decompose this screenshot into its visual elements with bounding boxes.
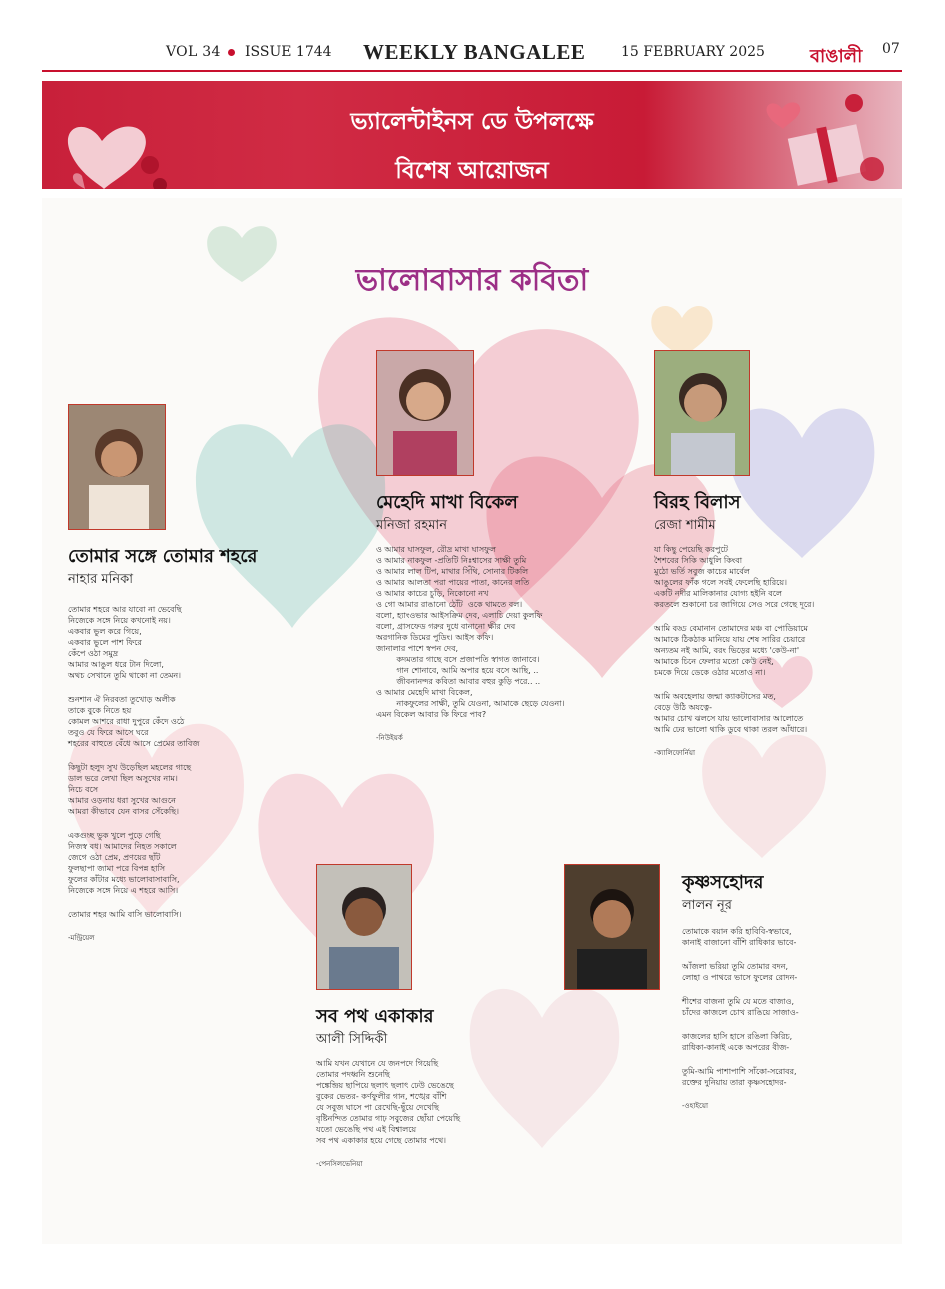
rose-icon [153,178,167,189]
heart-icon [73,173,85,189]
poem-line: যতো ভেঙেছি পথ এই বিশ্বালয়ে [316,1125,417,1134]
poem-place: -নিউইয়র্ক [376,734,403,742]
poem-line: জেগে ওঠা প্রেম, প্রণয়ের ছাঁট [68,853,161,862]
stanza-break [376,720,564,733]
stanza-break [68,749,200,762]
stanza-break [68,681,200,694]
publication-logo [806,38,876,68]
heart-icon [196,424,385,628]
poem-author: আলী সিদ্দিকী [316,1032,388,1047]
poem-line: তাকে বুকে নিতে হয় [68,706,132,715]
poem-title: কৃষ্ণসহোদর [682,872,764,893]
poem-line: তোমার পদধ্বনি শুনেছি [316,1070,390,1079]
poem-line: লোহা ও পাথরে ভাসে ফুলের রোদন- [682,973,798,982]
stanza-break [682,1088,799,1101]
portrait-photo-icon [655,351,749,475]
stanza-break [654,735,814,748]
portrait-photo-icon [377,351,473,475]
poem-line: করতলে শুকানো চর জাগিয়ে সেও সরে গেছে দূরে। [654,600,815,609]
poem-line: বলো, হ্যাংওভার আইসক্রিম দেব, এলাচি দেয়া কুলফি [376,611,543,620]
poem-line: আমার আঙুল ধরে টান দিলো, [68,660,164,669]
stanza-break [682,983,799,996]
poem-poster [42,198,902,1244]
volume-label: VOL 34 [166,44,221,60]
poem-line: বৃষ্টিনন্দিত তোমার গাঢ় সবুজের ছোঁয়া পেয়েছি [316,1114,461,1123]
banner-line-1: ভ্যালেন্টাইনস ডে উপলক্ষে [350,109,594,135]
poem-line: চাঁদের কাজলে চোখ রাঙিয়ে সাজাও- [682,1008,799,1017]
poem-line: আমরা কীভাবে যেন বাসর সেঁকেছি। [68,807,179,816]
poem-line: একটি নদীর মালিকানার যোগ্য হইনি বলে [654,589,782,598]
poem-body [654,544,814,759]
poem-line: গান শোনাবে, আমি অপার হয়ে বসে আছি, .. [376,666,539,675]
poem-line: আমি ঢের ভালো থাকি ডুবে থাকা তরল আঁধারে। [654,725,808,734]
issue-date: 15 FEBRUARY 2025 [621,44,765,60]
poem-place: -ক্যালিফোর্নিয়া [654,749,695,757]
poem-line: যা কিছু পেয়েছি করপুটে [654,545,729,554]
poem-line: শুনশান ঐ নিরবতা তুখোড় অলীক [68,695,176,704]
portrait-photo-icon [317,865,411,989]
poem-line: মুঠো ভর্তি সবুজ কাচের মার্বেল [654,567,750,576]
poem-line: ও আমার মেহেদি মাখা বিকেল, [376,688,473,697]
poem-line: এমন বিকেল আবার কি ফিরে পাব? [376,710,487,719]
poem-line: বেড়ে উঠি অযত্নে- [654,703,713,712]
ribbon-bow-icon [860,157,884,181]
logo-text: বাঙালী [810,46,863,67]
poem-title: তোমার সঙ্গে তোমার শহরে [68,546,258,567]
portrait-photo-icon [69,405,165,529]
rose-icon [141,156,159,174]
heart-icon [767,102,801,129]
poem-line: অন্যতম নই আমি, বরং ভিড়ের মধ্যে 'কেউ-না' [654,646,800,655]
poem-line: তোমাকে বয়ান করি হাবিবি-স্বভাবে, [682,927,792,936]
stanza-break [68,920,200,933]
poem-line: ও আমার আলতা পরা পায়ের পাতা, কানের লতি [376,578,530,587]
poem-place: -ওহাইয়ো [682,1102,708,1110]
stanza-break [68,896,200,909]
poem-author: রেজা শামীম [654,518,716,533]
heart-icon [470,989,620,1148]
poem-line: তোমার শহরে আর যাবো না ভেবেছি [68,605,182,614]
stanza-break [654,610,814,623]
poem-line: অরগানিক ডিমের পুডিং। আইস কফি। [376,633,494,642]
poem-body [316,1058,460,1170]
poem-author: নাহার মনিকা [68,572,133,587]
poem-body [682,926,799,1112]
portrait-photo-icon [565,865,659,989]
poem-author: মনিজা রহমান [376,518,447,533]
issue-label: ISSUE 1744 [245,44,332,60]
poem-line: ও আমার নাকফুল -প্রতিটি নিঃশ্বাসের সাক্ষী তুমি [376,556,527,565]
heart-icon [728,409,874,558]
valentine-banner [42,81,902,189]
poem-title: বিরহ বিলাস [654,492,741,513]
poem-title: সব পথ একাকার [316,1006,434,1027]
poem-line: জানালার পাশে স্বপন দেব, [376,644,459,653]
poem-line: চমকে দিয়ে ডেকে ওঠার মতোও না। [654,668,766,677]
page-number: 07 [882,41,900,57]
poem-line: অথচ সেখানে তুমি থাকো না তেমন। [68,671,182,680]
poem-line: আমি বড্ড বেমানান তোমাদের মঞ্চ বা পোডিয়ামে [654,624,808,633]
poem-author: লালন নূর [682,898,732,913]
section-title: ভালোবাসার কবিতা [355,263,589,298]
stanza-break [316,1146,460,1159]
poem-line: বলো, গ্রাসফেড গরুর দুধে বানানো ক্ষীর দেব [376,622,516,631]
stanza-break [682,948,799,961]
poem-line: ও আমার কাচের চুড়ি, নিকোনো নখ [376,589,489,598]
poem-line: নিজেকে সঙ্গে নিয়ে কখনোই নয়। [68,616,171,625]
poem-line: শহরের বাহুতে বেঁধে আসে প্রেমের তাবিজ [68,739,200,748]
poem-line: জীবনানন্দর কবিতা আবার বহুর কুড়ি পরে.. .. [376,677,541,686]
poem-line: নিজেকে সঙ্গে নিয়ে এ শহরে আসি। [68,886,179,895]
poem-body [376,544,564,744]
poem-line: কদমতার গাছে বসে প্রজাপতি স্বাগত জানাবে। [376,655,540,664]
poem-line: রাধিকা-কানাই একে অপরের বীজ- [682,1043,790,1052]
poem-line: যে সবুজ ঘাসে পা রেখেছি-ছুঁয়ে দেখেছি [316,1103,439,1112]
poem-line: কোমল আশরে রাধা দুপুরে কেঁদে ওঠে [68,717,185,726]
poem-line: আমাকে ঠিকঠাক মানিয়ে যায় শেষ সারির চেয়ারে [654,635,806,644]
poem-line: কানাই বাজানো বাঁশি রাধিকার ভাবে- [682,938,797,947]
poet-photo-ali-siddiqui [316,864,412,990]
stanza-break [654,678,814,691]
poet-photo-nahar-monika [68,404,166,530]
rose-icon [845,94,863,112]
poem-title: মেহেদি মাখা বিকেল [376,492,518,513]
masthead [0,0,945,78]
poem-line: একবার ভুল করে গিয়ে, [68,627,142,636]
poem-line: শীশের বাজনা তুমি যে মতে বাজাও, [682,997,795,1006]
poem-line: আমার ওড়নায় ধরা সুখের আগুনে [68,796,176,805]
poem-line: শৈশবের সিকি আধুলি কিংবা [654,556,743,565]
poem-line: কেঁপে ওঠা সমুদ্র [68,649,119,658]
poem-line: তুমি-আমি পাশাপাশি সাঁকো-সরোবর, [682,1067,797,1076]
poem-line: ফুলছাপা জামা পরে বিপন্ন হাসি [68,864,166,873]
poem-line: কিছুটা হলুদ সুখ উড়েছিল মহলের গাছে [68,763,192,772]
poem-line: আমি অবহেলায় জন্মা ক্যাকটাসের মত, [654,692,776,701]
poem-line: তবুও যে ফিরে আসে ঘরে [68,728,149,737]
poet-photo-lalon-nur [564,864,660,990]
poem-line: ডাল ভরে লেখা ছিল অসুখের নাম। [68,774,178,783]
poem-line: পঙ্কেন্দ্রিয় ছাপিয়ে ছলাৎ ছলাৎ ঢেউ ভেঙেছে [316,1081,454,1090]
poem-line: আমি যখন যেখানে যে জনপদে গিয়েছি [316,1059,439,1068]
poem-line: ও গো আমার রাঙানো ঠোঁট ওকে থামতে বল। [376,600,523,609]
poem-line: কাজলের হাসি হাসে রঙিলা কিরিচ, [682,1032,793,1041]
publication-name: WEEKLY BANGALEE [363,40,586,64]
poem-line: একগুচ্ছ ভুক খুলে পুড়ে গেছি [68,831,161,840]
poem-line: নিজস্ব বধ। আমাদের নিহত সকালে [68,842,177,851]
poem-line: ও আমার লাল টিপ, মাথার সিঁথি, সোনার টিকলি [376,567,529,576]
stanza-break [68,817,200,830]
bullet-dot-icon [228,49,235,56]
stanza-break [682,1053,799,1066]
poem-place: -মন্ট্রিয়েল [68,934,95,942]
poem-body [68,604,200,944]
banner-line-2: বিশেষ আয়োজন [395,158,549,184]
poem-line: তোমার শহর আমি বাসি ভালোবাসি। [68,910,182,919]
poem-line: নিচে বসে [68,785,99,794]
poem-line: বুকের ভেতর- কর্ণফুলীর গান, শঙ্খের বাঁশি [316,1092,447,1101]
poem-line: আমার চোখ ঝলসে যায় ভালোবাসার আলোতে [654,714,804,723]
poem-place: -পেনসিলভেনিয়া [316,1160,363,1168]
poem-line: আমাকে চিনে ফেলার মতো কেউ নেই, [654,657,774,666]
poem-line: একবার ভুলে পাশ ফিরে [68,638,142,647]
poem-line: ও আমার ঘাসফুল, রৌদ্র মাখা ঘাসফুল [376,545,496,554]
poem-line: আঁজলা ভরিয়া তুমি তোমার বদন, [682,962,789,971]
poet-photo-monija-rahman [376,350,474,476]
header-rule [42,70,902,72]
poem-line: আঙুলের ফাঁক গলে সবই ফেলেছি হারিয়ে। [654,578,787,587]
poet-photo-reza-shamim [654,350,750,476]
poem-line: ফুলের কাঁটার মধ্যে ভালোবাসাবাসি, [68,875,180,884]
poem-line: সব পথ একাকার হয়ে গেছে তোমার পথে। [316,1136,447,1145]
poem-line: রক্তের দুনিয়ায় তারা কৃষ্ণসহোদর- [682,1078,787,1087]
poem-line: নাকফুলের সাক্ষী, তুমি যেওনা, আমাকে ছেড়ে যেওনা। [376,699,565,708]
stanza-break [682,1018,799,1031]
